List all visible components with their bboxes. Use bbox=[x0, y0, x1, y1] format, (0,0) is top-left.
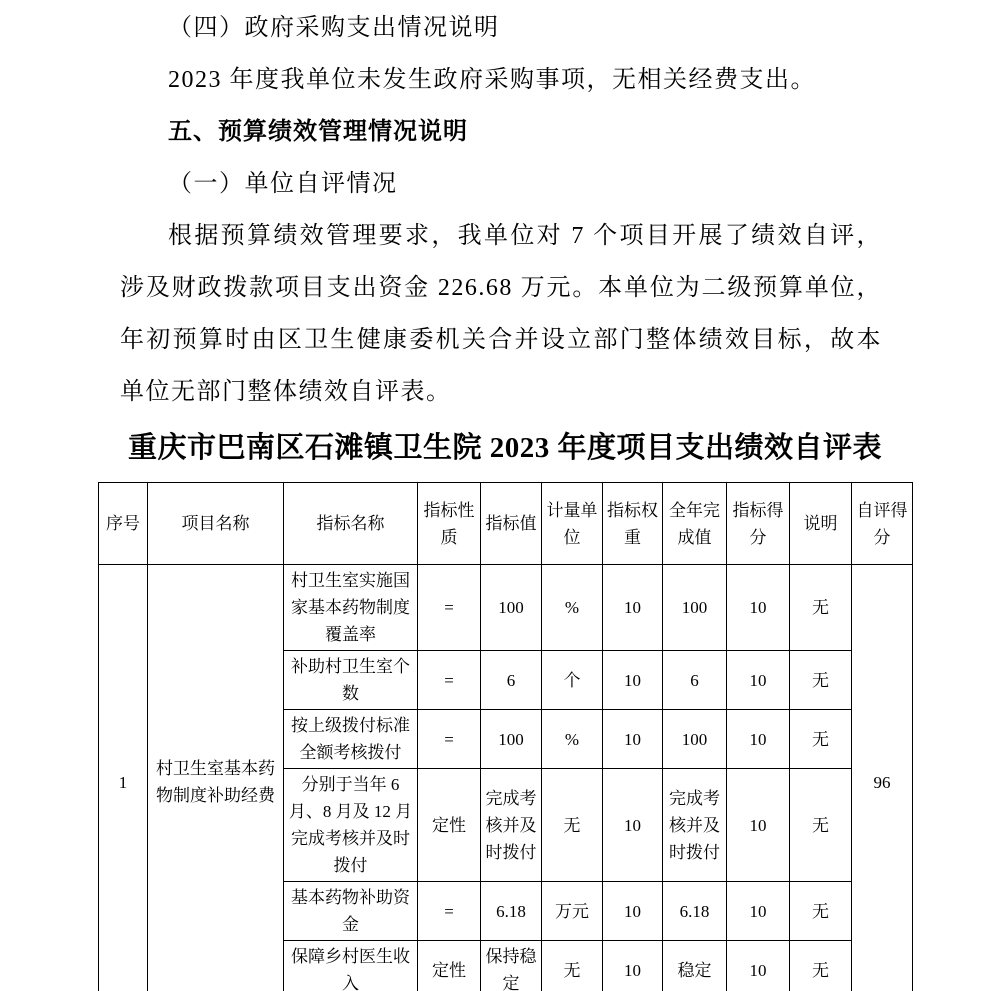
header-note: 说明 bbox=[790, 483, 852, 565]
cell-note: 无 bbox=[790, 769, 852, 882]
cell-unit: 个 bbox=[542, 651, 603, 710]
cell-value: 100 bbox=[481, 565, 542, 651]
cell-weight: 10 bbox=[603, 651, 663, 710]
cell-indicator: 按上级拨付标准全额考核拨付 bbox=[284, 710, 418, 769]
paragraph-self-eval-heading: （一）单位自评情况 bbox=[168, 171, 398, 197]
cell-score: 10 bbox=[727, 651, 790, 710]
header-completed-value: 全年完成值 bbox=[663, 483, 727, 565]
table-row bbox=[99, 565, 913, 651]
cell-score: 10 bbox=[727, 565, 790, 651]
paragraph-gov-procurement-heading: （四）政府采购支出情况说明 bbox=[168, 15, 500, 41]
paragraph-gov-procurement-body: 2023 年度我单位未发生政府采购事项，无相关经费支出。 bbox=[168, 67, 816, 93]
table-title: 重庆市巴南区石滩镇卫生院 2023 年度项目支出绩效自评表 bbox=[127, 432, 882, 464]
cell-unit: 无 bbox=[542, 769, 603, 882]
cell-nature: 定性 bbox=[418, 941, 481, 991]
cell-nature: = bbox=[418, 882, 481, 941]
cell-unit: % bbox=[542, 710, 603, 769]
cell-project-name: 村卫生室基本药物制度补助经费 bbox=[148, 565, 284, 991]
cell-value: 100 bbox=[481, 710, 542, 769]
cell-note: 无 bbox=[790, 941, 852, 991]
header-indicator-score: 指标得分 bbox=[727, 483, 790, 565]
cell-completed: 6.18 bbox=[663, 882, 727, 941]
cell-nature: 定性 bbox=[418, 769, 481, 882]
cell-weight: 10 bbox=[603, 710, 663, 769]
cell-weight: 10 bbox=[603, 565, 663, 651]
cell-score: 10 bbox=[727, 710, 790, 769]
cell-value: 完成考核并及时拨付 bbox=[481, 769, 542, 882]
cell-self-score: 96 bbox=[852, 565, 913, 991]
cell-weight: 10 bbox=[603, 941, 663, 991]
cell-unit: 无 bbox=[542, 941, 603, 991]
cell-indicator: 补助村卫生室个数 bbox=[284, 651, 418, 710]
cell-note: 无 bbox=[790, 651, 852, 710]
cell-unit: % bbox=[542, 565, 603, 651]
cell-score: 10 bbox=[727, 941, 790, 991]
cell-completed: 完成考核并及时拨付 bbox=[663, 769, 727, 882]
paragraph-self-eval-body: 根据预算绩效管理要求，我单位对 7 个项目开展了绩效自评，涉及财政拨款项目支出资金 226.68 万元。本单位为二级预算单位，年初预算时由区卫生健康委机关合并设立部门整体绩效目标，故本单位无部门整体绩效自评表。 bbox=[120, 223, 882, 405]
document-body bbox=[120, 0, 882, 418]
header-weight: 指标权重 bbox=[603, 483, 663, 565]
header-indicator-nature: 指标性质 bbox=[418, 483, 481, 565]
cell-nature: = bbox=[418, 710, 481, 769]
cell-indicator: 分别于当年 6 月、8 月及 12 月完成考核并及时拨付 bbox=[284, 769, 418, 882]
table-header-row bbox=[99, 483, 913, 565]
cell-completed: 100 bbox=[663, 565, 727, 651]
cell-value: 6 bbox=[481, 651, 542, 710]
section-heading-performance: 五、预算绩效管理情况说明 bbox=[168, 118, 468, 145]
cell-note: 无 bbox=[790, 882, 852, 941]
header-unit: 计量单位 bbox=[542, 483, 603, 565]
cell-score: 10 bbox=[727, 882, 790, 941]
header-project-name: 项目名称 bbox=[148, 483, 284, 565]
cell-indicator: 保障乡村医生收入 bbox=[284, 941, 418, 991]
cell-note: 无 bbox=[790, 710, 852, 769]
performance-self-evaluation-table bbox=[98, 482, 913, 991]
cell-completed: 6 bbox=[663, 651, 727, 710]
cell-weight: 10 bbox=[603, 882, 663, 941]
cell-weight: 10 bbox=[603, 769, 663, 882]
cell-seq: 1 bbox=[99, 565, 148, 991]
cell-value: 6.18 bbox=[481, 882, 542, 941]
cell-unit: 万元 bbox=[542, 882, 603, 941]
cell-indicator: 基本药物补助资金 bbox=[284, 882, 418, 941]
header-indicator-value: 指标值 bbox=[481, 483, 542, 565]
cell-value: 保持稳定 bbox=[481, 941, 542, 991]
header-self-score: 自评得分 bbox=[852, 483, 913, 565]
cell-score: 10 bbox=[727, 769, 790, 882]
cell-completed: 100 bbox=[663, 710, 727, 769]
header-indicator-name: 指标名称 bbox=[284, 483, 418, 565]
cell-completed: 稳定 bbox=[663, 941, 727, 991]
cell-nature: = bbox=[418, 651, 481, 710]
cell-nature: = bbox=[418, 565, 481, 651]
header-seq: 序号 bbox=[99, 483, 148, 565]
cell-note: 无 bbox=[790, 565, 852, 651]
cell-indicator: 村卫生室实施国家基本药物制度覆盖率 bbox=[284, 565, 418, 651]
